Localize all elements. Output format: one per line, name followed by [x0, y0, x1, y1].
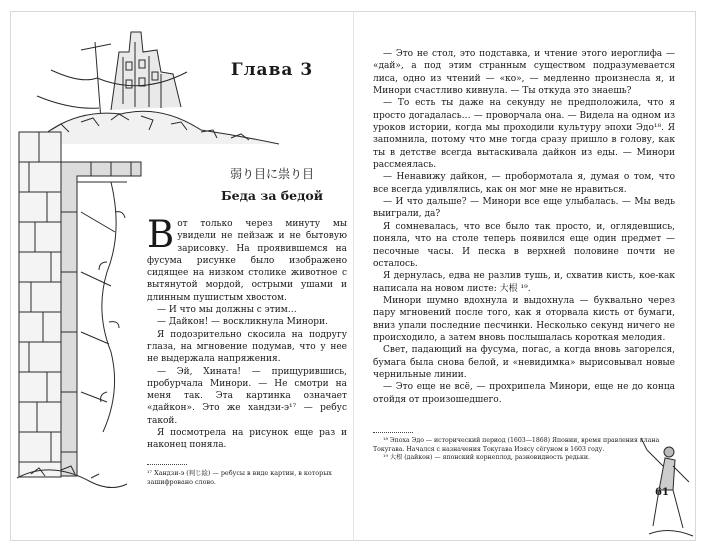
drop-cap: В — [147, 213, 175, 256]
paragraph: — И что мы должны с этим… — [157, 305, 297, 316]
paragraph: Я посмотрела на рисунок еще раз и наконец поняла. — [147, 428, 347, 451]
paragraph: Свет, падающий на фусума, погас, а когда вновь загорелся, бумага была снова белой, и «невидимка» вырисовывал новые чернильные линии. — [373, 345, 675, 380]
paragraph: Вот только через минуту мы увидели не пейзаж и не бытовую зарисовку. На проявившемся на фусума рисунке было изображено сидящее на низком столике животное с вытянутой мордой, острыми ушами и длинным пушистым хвостом. — [147, 213, 347, 303]
footnote: ¹⁸ Эпоха Эдо — исторический период (1603—1868) Японии, время правления клана Токугава. Начался с назначения Токугава Иэясу сёгуном в 1603 году. — [373, 437, 660, 453]
page-gutter — [353, 12, 354, 540]
paragraph: — Эй, Хината! — прищурившись, пробурчала Минори. — Не смотри на меня так. Эта картинка означает «дайкон». Это же хандзи-э¹⁷ — ребус такой. — [147, 366, 347, 426]
chapter-subtitle: Беда за бедой — [220, 188, 324, 203]
paragraph: Я подозрительно скосила на подругу глаза, на мгновение подумав, что у нее не выдержала напряжения. — [147, 329, 347, 365]
paragraph: — Ненавижу дайкон, — пробормотала я, думая о том, что все всегда удивлялись, как он мог мне не нравиться. — [373, 172, 675, 195]
footnote: ¹⁹ 大根 (дайкон) — японский корнеплод, разновидность редьки. — [383, 454, 590, 462]
footnote-rule — [373, 432, 413, 433]
left-footnote-area — [147, 464, 347, 487]
paragraph: — Это не стол, это подставка, и чтение этого иероглифа — «дай», а под этим странным существом подразумевается лиса, одно из чтений — «ко», — медленно произнесла я, и Минори счастливо кивнула. — Ты откуда это знаешь? — [373, 49, 675, 97]
right-footnote-area — [373, 432, 663, 463]
right-page-text — [373, 48, 675, 406]
paragraph: — Это еще не всё, — прохрипела Минори, еще не до конца отойдя от произошедшего. — [373, 382, 675, 405]
paragraph: — И что дальше? — Минори все еще улыбалась. — Мы ведь выиграли, да? — [373, 197, 675, 220]
footnote-rule — [147, 464, 187, 465]
paragraph: Я сомневалась, что все было так просто, и, оглядевшись, поняла, что на столе теперь появился еще один предмет — песочные часы. И песка в верхней половине почти не осталось. — [373, 221, 675, 269]
samurai-illustration — [639, 430, 695, 540]
paragraph: — Дайкон! — воскликнула Минори. — [157, 317, 328, 328]
paragraph: Я дернулась, едва не разлив тушь, и, схватив кисть, кое-как написала на новом листе: 大根 ¹⁹. — [373, 271, 675, 294]
left-page-text — [147, 213, 347, 452]
footnote: ¹⁷ Хандзи-э (判じ絵) — ребусы в виде картин, в которых зашифровано слово. — [147, 469, 332, 486]
book-spread — [10, 11, 696, 541]
paragraph: — То есть ты даже на секунду не предположила, что я просто догадалась… — проворчала она. — Видела на одном из уроков истории, когда мы проходили культуру эпохи Эдо¹⁸. Я запомнила, потому что мне тогда сразу пришло в голову, как ты в детстве всегда вытаскивала дайкон из еды. — Минори рассмеялась. — [373, 98, 675, 171]
chapter-title: Глава 3 — [230, 60, 314, 80]
page-number: 61 — [655, 487, 669, 498]
paragraph: Минори шумно вдохнула и выдохнула — буквально через пару мгновений после того, как я оторвала кисть от бумаги, вниз упали последние песчинки. Несколько секунд ничего не происходило, а затем вновь послышалась короткая мелодия. — [373, 295, 675, 343]
hieroglyph-title: 弱り目に祟り目 — [229, 167, 314, 181]
